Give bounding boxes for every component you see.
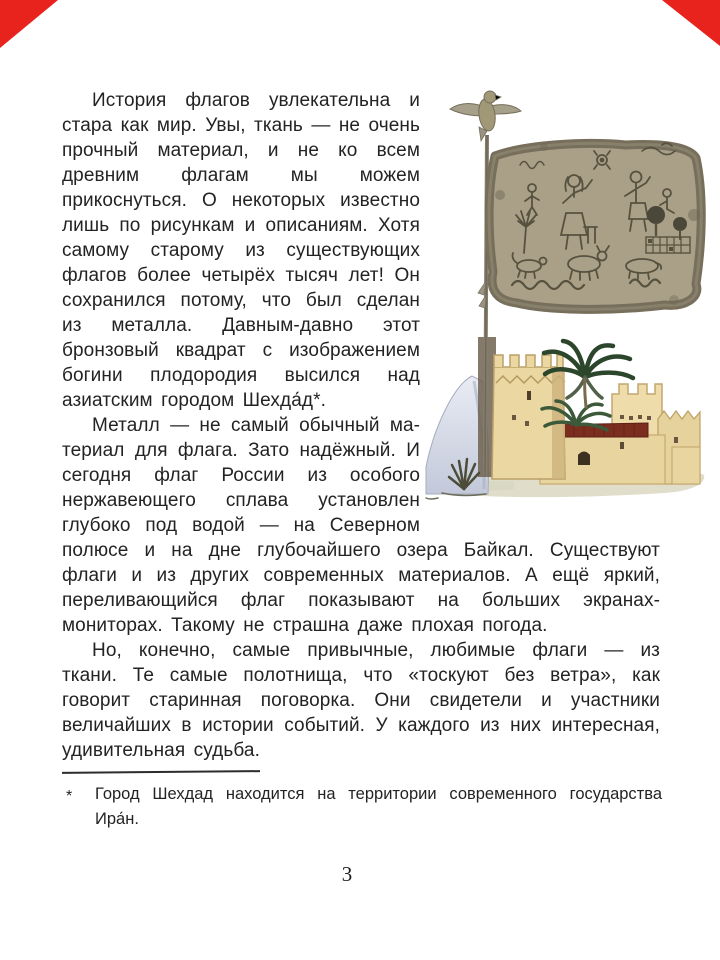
body-text bbox=[62, 88, 660, 763]
doorway bbox=[578, 452, 590, 466]
left-tower bbox=[492, 355, 565, 479]
footnote bbox=[62, 782, 662, 832]
paragraph-3: Но, конечно, самые привычные, любимые флаги — из ткани. Те самые полотнища, что «тоскуют без ветра», как говорит старинная поговорка. Они свидетели и участники величайших в истории событий. У каждого из них интересная, удивительная судьба. bbox=[62, 640, 660, 761]
page-number: 3 bbox=[341, 862, 353, 886]
illustration bbox=[420, 88, 660, 535]
eagle-finial bbox=[450, 91, 521, 141]
footnote-marker: * bbox=[66, 788, 73, 805]
red-corner-top-left bbox=[0, 0, 58, 48]
annex bbox=[672, 447, 700, 484]
footnote-text: Город Шехдад находится на территории современного государства Ира́н. bbox=[95, 785, 662, 828]
red-corner-top-right bbox=[662, 0, 720, 46]
paragraph-1: История флагов увлекательна и стара как мир. Увы, ткань — не очень прочный материал, и не ко всем древним флагам мы можем прикоснуться. О некоторых известно лишь по рисункам и описаниям. Хотя самому старому из существующих флагов более четырёх тысяч лет! Он сохранился потому, что был сделан из металла. Давным-давно этот бронзовый квадрат с изображением богини плодородия высился над азиатским городом Шехда́д*. bbox=[62, 90, 420, 411]
bronze-plaque bbox=[489, 143, 701, 309]
shahdad-standard-illustration bbox=[424, 85, 710, 503]
footnote-divider bbox=[62, 770, 260, 774]
paragraph-2: Металл — не самый обычный материал для флага. Зато надёжный. И сегодня флаг России из особого нержавеющего сплава установлен глубоко под водой — на Северном полюсе и на дне глубочайшего озера Байкал. Существуют флаги и из других современных материалов. А ещё яркий, переливающийся флаг показывают на больших экранах-мониторах. Такому не страшна даже плохая погода. bbox=[62, 415, 660, 636]
